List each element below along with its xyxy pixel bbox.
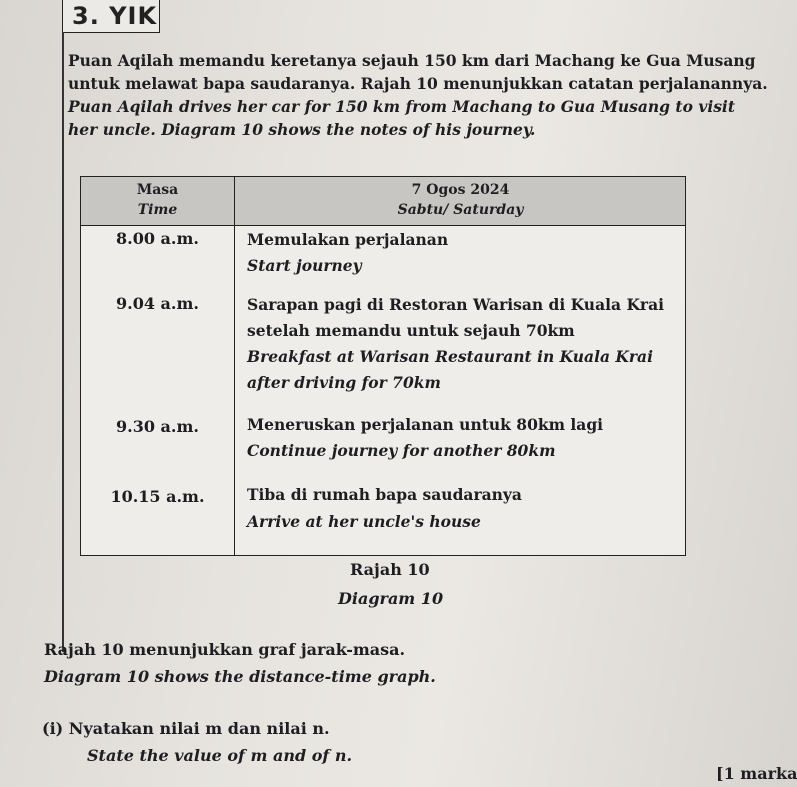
intro-english-line-2: her uncle. Diagram 10 shows the notes of his journey. — [68, 120, 536, 139]
marks-label: [1 marka — [716, 764, 797, 783]
caption-english: Diagram 10 — [338, 589, 444, 608]
question-number: 3. YIK — [72, 2, 158, 30]
part-i-english: State the value of m and of n. — [87, 746, 353, 765]
statement-malay: Rajah 10 menunjukkan graf jarak-masa. — [44, 640, 406, 659]
row-2-note-english-2: after driving for 70km — [247, 373, 441, 392]
row-4-time: 10.15 a.m. — [110, 487, 205, 506]
row-3-time: 9.30 a.m. — [116, 417, 199, 436]
header-time-malay: Masa — [136, 182, 179, 198]
margin-line — [62, 32, 64, 652]
header-date: 7 Ogos 2024 — [411, 182, 510, 198]
header-day: Sabtu/ Saturday — [397, 202, 524, 218]
row-2-note-english-1: Breakfast at Warisan Restaurant in Kuala Krai — [247, 347, 653, 366]
row-1-note-english: Start journey — [247, 256, 362, 275]
intro-malay-line-1: Puan Aqilah memandu keretanya sejauh 150 km dari Machang ke Gua Musang — [68, 51, 756, 70]
row-4-note-english: Arrive at her uncle's house — [247, 512, 481, 531]
caption-malay: Rajah 10 — [350, 560, 430, 579]
row-1-time: 8.00 a.m. — [116, 229, 199, 248]
row-2-note-malay-1: Sarapan pagi di Restoran Warisan di Kuala Krai — [247, 295, 665, 314]
journey-table — [80, 176, 686, 556]
statement-english: Diagram 10 shows the distance-time graph. — [44, 667, 436, 686]
column-divider — [234, 177, 235, 555]
intro-malay-line-2: untuk melawat bapa saudaranya. Rajah 10 menunjukkan catatan perjalanannya. — [68, 74, 768, 93]
row-3-note-english: Continue journey for another 80km — [247, 441, 556, 460]
row-2-time: 9.04 a.m. — [116, 294, 199, 313]
row-1-note-malay: Memulakan perjalanan — [247, 230, 449, 249]
part-i-malay: (i) Nyatakan nilai m dan nilai n. — [42, 719, 330, 738]
row-4-note-malay: Tiba di rumah bapa saudaranya — [247, 485, 522, 504]
header-time-english: Time — [137, 202, 178, 218]
intro-english-line-1: Puan Aqilah drives her car for 150 km from Machang to Gua Musang to visit — [68, 97, 735, 116]
row-2-note-malay-2: setelah memandu untuk sejauh 70km — [247, 321, 575, 340]
row-3-note-malay: Meneruskan perjalanan untuk 80km lagi — [247, 415, 604, 434]
